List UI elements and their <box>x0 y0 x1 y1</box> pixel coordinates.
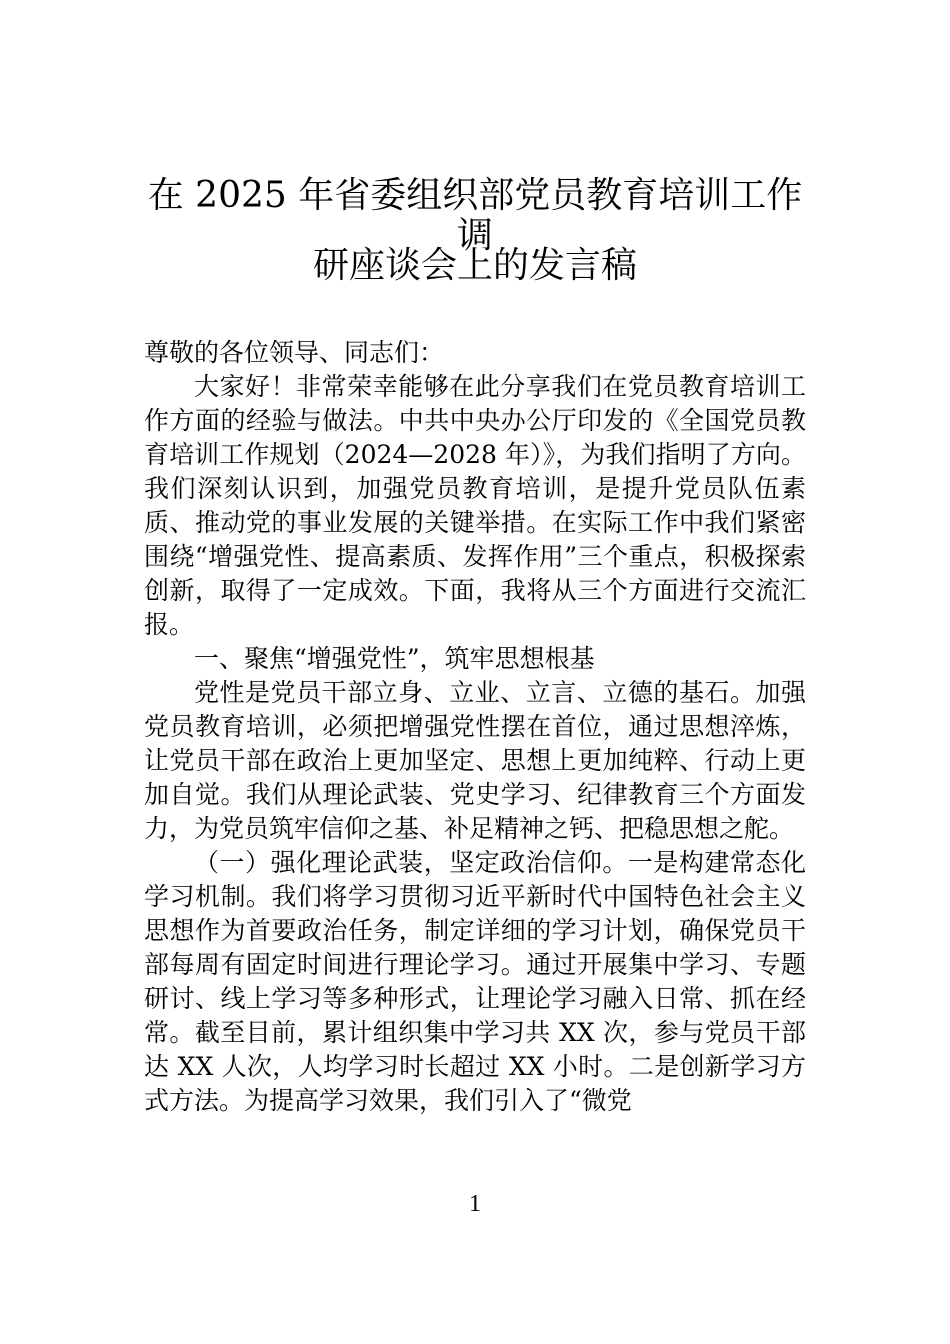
paragraph-party-spirit: 党性是党员干部立身、立业、立言、立德的基石。加强党员教育培训，必须把增强党性摆在首位，通过思想淬炼，让党员干部在政治上更加坚定、思想上更加纯粹、行动上更加自觉。我们从理论武装、党史学习、纪律教育三个方面发力，为党员筑牢信仰之基、补足精神之钙、把稳思想之舵。 <box>144 678 806 843</box>
paragraph-intro: 大家好！非常荣幸能够在此分享我们在党员教育培训工作方面的经验与做法。中共中央办公厅印发的《全国党员教育培训工作规划（2024—2028 年）》，为我们指明了方向。我们深刻认识到，加强党员教育培训，是提升党员队伍素质、推动党的事业发展的关键举措。在实际工作中我们紧密围绕“增强党性、提高素质、发挥作用”三个重点，积极探索创新，取得了一定成效。下面，我将从三个方面进行交流汇报。 <box>144 372 806 639</box>
section-heading-1: 一、聚焦“增强党性”，筑牢思想根基 <box>194 644 595 673</box>
salutation: 尊敬的各位领导、同志们： <box>144 338 445 367</box>
document-title-line-2: 研座谈会上的发言稿 <box>312 245 637 286</box>
document-body <box>144 336 806 1118</box>
page-number: 1 <box>469 1191 481 1217</box>
paragraph-theory-study: （一）强化理论武装，坚定政治信仰。一是构建常态化学习机制。我们将学习贯彻习近平新时代中国特色社会主义思想作为首要政治任务，制定详细的学习计划，确保党员干部每周有固定时间进行理论学习。通过开展集中学习、专题研讨、线上学习等多种形式，让理论学习融入日常、抓在经常。截至目前，累计组织集中学习共 XX 次，参与党员干部达 XX 人次，人均学习时长超过 XX 小时。二是创新学习方式方法。为提高学习效果，我们引入了“微党 <box>144 848 806 1115</box>
document-title-line-1: 在 2025 年省委组织部党员教育培训工作调 <box>147 175 803 256</box>
